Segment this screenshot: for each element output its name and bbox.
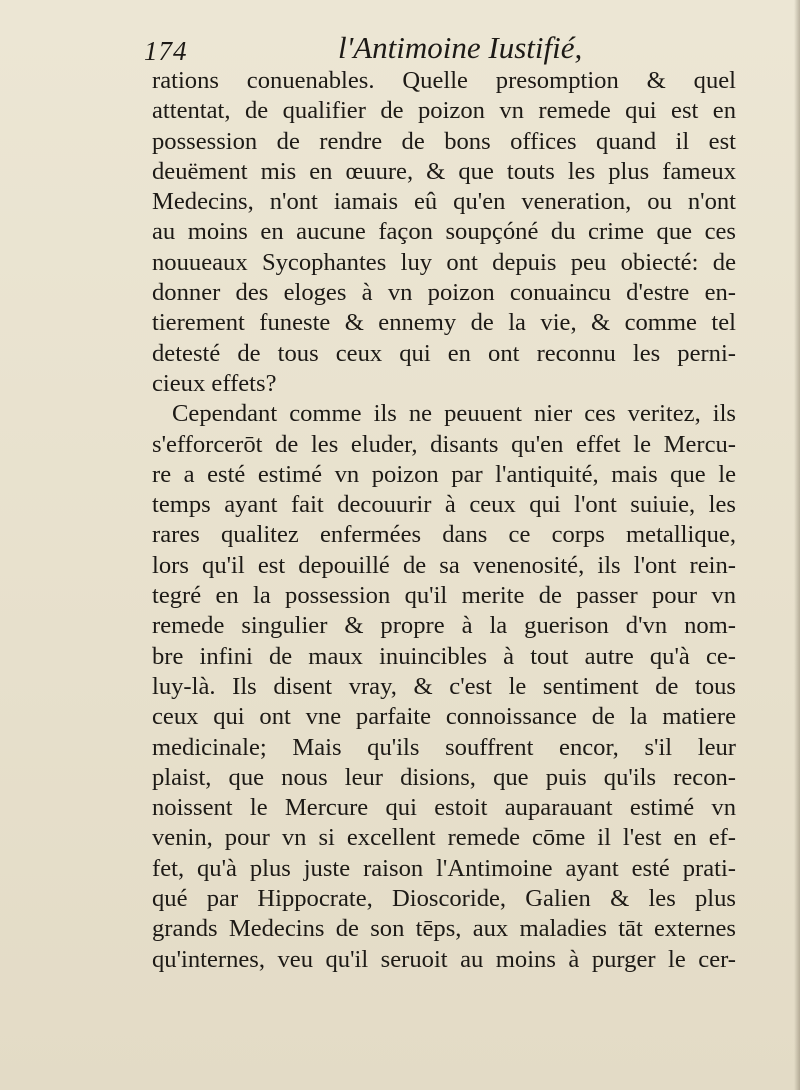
text-line: ceux qui ont vne parfaite connoissance de la matiere — [152, 703, 736, 731]
text-line: luy-là. Ils disent vray, & c'est le sentiment de tous — [152, 672, 736, 700]
text-line: rations conuenables. Quelle presomption & quel — [152, 67, 736, 94]
text-line: detesté de tous ceux qui en ont reconnu les perni- — [152, 339, 736, 367]
text-line: tegré en la possession qu'il merite de passer pour vn — [152, 582, 736, 610]
text-line: lors qu'il est depouillé de sa venenosité, ils l'ont rein- — [152, 551, 736, 579]
text-line: tierement funeste & ennemy de la vie, & comme tel — [152, 309, 736, 337]
text-line: qué par Hippocrate, Dioscoride, Galien & les plus — [152, 885, 736, 913]
text-line: medicinale; Mais qu'ils souffrent encor, s'il leur — [152, 733, 736, 761]
running-title: l'Antimoine Iustifié, — [338, 30, 583, 65]
text-line: donner des eloges à vn poizon conuaincu d'estre en- — [152, 279, 736, 307]
text-line: au moins en aucune façon soupçóné du crime que ces — [152, 218, 736, 246]
text-line: qu'internes, veu qu'il seruoit au moins à purger le cer- — [152, 945, 736, 973]
text-line: nouueaux Sycophantes luy ont depuis peu obiecté: de — [152, 248, 736, 276]
text-line: plaist, que nous leur disions, que puis qu'ils recon- — [152, 763, 736, 791]
page-number: 174 — [144, 36, 188, 66]
text-line: cieux effets? — [152, 369, 277, 397]
text-line: noissent le Mercure qui estoit auparauant estimé vn — [152, 794, 736, 822]
text-line: re a esté estimé vn poizon par l'antiquité, mais que le — [152, 460, 736, 488]
text-line: grands Medecins de son tēps, aux maladies tāt externes — [152, 915, 736, 943]
text-line: remede singulier & propre à la guerison d'vn nom- — [152, 612, 736, 640]
text-line: temps ayant fait decouurir à ceux qui l'ont suiuie, les — [152, 491, 736, 519]
page-edge-shadow — [794, 0, 800, 1090]
text-line: Cependant comme ils ne peuuent nier ces veritez, ils — [172, 400, 736, 428]
text-line: rares qualitez enfermées dans ce corps metallique, — [152, 521, 736, 549]
text-line: possession de rendre de bons offices quand il est — [152, 127, 736, 155]
text-line: venin, pour vn si excellent remede cōme il l'est en ef- — [152, 824, 736, 852]
body-text — [152, 66, 736, 975]
text-line: fet, qu'à plus juste raison l'Antimoine ayant esté prati- — [152, 854, 736, 882]
text-line: bre infini de maux inuincibles à tout autre qu'à ce- — [152, 642, 736, 670]
text-line: attentat, de qualifier de poizon vn remede qui est en — [152, 97, 736, 125]
text-line: Medecins, n'ont iamais eû qu'en veneration, ou n'ont — [152, 188, 736, 216]
page-header — [144, 30, 744, 70]
text-line: deuëment mis en œuure, & que touts les plus fameux — [152, 157, 736, 185]
text-line: s'efforcerōt de les eluder, disants qu'en effet le Mercu- — [152, 430, 736, 458]
